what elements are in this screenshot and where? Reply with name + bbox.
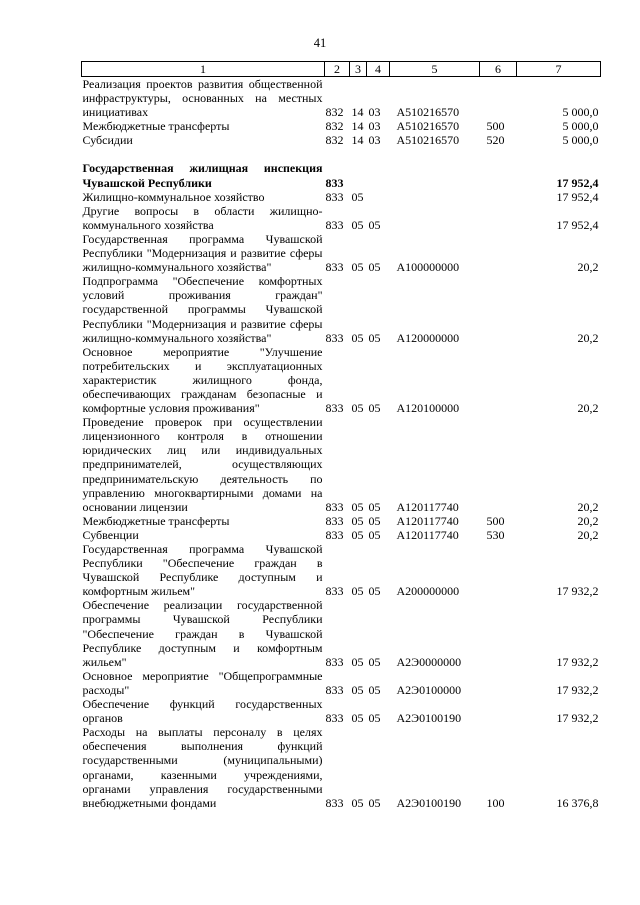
row-subsection: 03 bbox=[368, 105, 381, 120]
row-grbs: 833 bbox=[325, 527, 344, 542]
row-grbs: 833 bbox=[325, 795, 344, 810]
row-amount: 17 952,4 bbox=[556, 189, 599, 204]
row-target-article: А120117740 bbox=[396, 499, 459, 514]
row-target-article: А510216570 bbox=[396, 119, 460, 134]
table-row bbox=[82, 514, 601, 528]
row-amount: 5 000,0 bbox=[562, 119, 599, 134]
row-expense-type: 500 bbox=[486, 513, 505, 528]
row-name: Основное мероприятие "Улучшение потребительских и эксплуатационных характеристик жилищного фонда, обеспечивающих гражданам безопасные и комфортные условия проживания" bbox=[82, 344, 323, 416]
row-target-article bbox=[390, 161, 480, 189]
table-header-row bbox=[82, 62, 601, 77]
row-amount: 17 932,2 bbox=[556, 711, 599, 726]
table-row bbox=[82, 190, 601, 204]
row-name: Государственная программа Чувашской Республики "Обеспечение граждан в Чувашской Республике доступным и комфортным жильем" bbox=[82, 542, 323, 599]
row-section: 05 bbox=[351, 795, 364, 810]
row-name: Подпрограмма "Обеспечение комфортных условий проживания граждан" государственной программы Чувашской Республики "Модернизация и развитие сферы жилищно-коммунального хозяйства" bbox=[82, 274, 323, 345]
row-expense-type bbox=[480, 345, 517, 415]
row-grbs: 833 bbox=[325, 584, 344, 599]
row-grbs: 833 bbox=[325, 217, 344, 232]
row-amount: 17 932,2 bbox=[556, 584, 599, 599]
row-grbs: 833 bbox=[325, 175, 344, 190]
row-name: Жилищно-коммунальное хозяйство bbox=[82, 189, 265, 204]
table-row bbox=[82, 147, 601, 161]
row-subsection: 05 bbox=[368, 795, 381, 810]
row-target-article: А2Э0000000 bbox=[396, 654, 462, 669]
row-expense-type: 520 bbox=[486, 133, 505, 148]
table-row bbox=[82, 232, 601, 274]
row-target-article: А100000000 bbox=[396, 260, 460, 275]
row-grbs: 833 bbox=[325, 189, 344, 204]
table-row bbox=[82, 542, 601, 598]
row-name: Реализация проектов развития общественной инфраструктуры, основанных на местных инициативах bbox=[82, 77, 323, 120]
row-expense-type bbox=[480, 204, 517, 232]
row-section: 05 bbox=[351, 260, 364, 275]
row-amount: 20,2 bbox=[577, 499, 599, 514]
row-expense-type bbox=[480, 697, 517, 725]
row-grbs: 832 bbox=[325, 133, 344, 148]
row-subsection bbox=[367, 161, 390, 189]
table-row bbox=[82, 697, 601, 725]
row-subsection: 05 bbox=[368, 513, 381, 528]
table-row bbox=[82, 119, 601, 133]
row-name: Расходы на выплаты персоналу в целях обеспечения выполнения функций государственными (муниципальными) органами, казенными учреждениями, органами управления государственными внебюджетными фондами bbox=[82, 725, 323, 810]
row-name: Обеспечение реализации государственной программы Чувашской Республики "Обеспечение граждан в Чувашской Республике доступным и комфортным жильем" bbox=[82, 598, 323, 669]
row-target-article: А2Э0100190 bbox=[396, 711, 462, 726]
table-row bbox=[82, 598, 601, 668]
row-name: Основное мероприятие "Общепрограммные расходы" bbox=[82, 668, 323, 697]
row-spacer bbox=[82, 147, 601, 161]
row-name: Проведение проверок при осуществлении лицензионного контроля в отношении юридических лиц или индивидуальных предпринимателей, осуществляющих предпринимательскую деятельность по управлению многоквартирными домами на основании лицензии bbox=[82, 415, 323, 514]
table-body bbox=[82, 77, 601, 810]
row-grbs: 833 bbox=[325, 654, 344, 669]
row-section: 05 bbox=[351, 499, 364, 514]
table-row bbox=[82, 345, 601, 415]
row-subsection: 05 bbox=[368, 499, 381, 514]
row-target-article: А510216570 bbox=[396, 105, 460, 120]
row-subsection: 03 bbox=[368, 119, 381, 134]
table-row bbox=[82, 133, 601, 147]
table-row bbox=[82, 77, 601, 120]
row-name: Обеспечение функций государственных органов bbox=[82, 697, 323, 726]
row-name: Субсидии bbox=[82, 133, 133, 148]
row-expense-type bbox=[480, 274, 517, 344]
table-row bbox=[82, 415, 601, 514]
row-subsection bbox=[367, 190, 390, 204]
row-section: 14 bbox=[351, 105, 364, 120]
header-col-4: 4 bbox=[367, 62, 390, 77]
row-name: Государственная программа Чувашской Республики "Модернизация и развитие сферы жилищно-коммунального хозяйства" bbox=[82, 231, 323, 275]
row-subsection: 05 bbox=[368, 711, 381, 726]
row-section: 14 bbox=[351, 119, 364, 134]
row-target-article bbox=[390, 204, 480, 232]
header-col-5: 5 bbox=[390, 62, 480, 77]
row-subsection: 05 bbox=[368, 682, 381, 697]
row-grbs: 832 bbox=[325, 119, 344, 134]
table-row bbox=[82, 528, 601, 542]
row-section: 05 bbox=[351, 584, 364, 599]
table-row bbox=[82, 204, 601, 232]
row-amount: 20,2 bbox=[577, 330, 599, 345]
row-amount: 17 932,2 bbox=[556, 682, 599, 697]
row-section: 05 bbox=[351, 513, 364, 528]
row-amount: 20,2 bbox=[577, 401, 599, 416]
row-grbs: 833 bbox=[325, 682, 344, 697]
row-target-article: А120117740 bbox=[396, 513, 459, 528]
row-amount: 16 376,8 bbox=[556, 795, 599, 810]
row-grbs: 833 bbox=[325, 401, 344, 416]
row-expense-type bbox=[480, 669, 517, 697]
row-subsection: 05 bbox=[368, 260, 381, 275]
row-expense-type: 100 bbox=[486, 795, 505, 810]
budget-table bbox=[81, 61, 601, 810]
row-target-article: А200000000 bbox=[396, 584, 460, 599]
row-grbs: 833 bbox=[325, 260, 344, 275]
row-target-article: А2Э0100190 bbox=[396, 795, 462, 810]
row-grbs: 832 bbox=[325, 105, 344, 120]
row-target-article: А120000000 bbox=[396, 330, 460, 345]
row-section bbox=[350, 161, 367, 189]
row-subsection: 05 bbox=[368, 401, 381, 416]
row-section: 05 bbox=[351, 682, 364, 697]
row-target-article bbox=[390, 190, 480, 204]
row-section: 05 bbox=[351, 401, 364, 416]
row-expense-type bbox=[480, 415, 517, 514]
row-section: 05 bbox=[351, 527, 364, 542]
row-target-article: А120117740 bbox=[396, 527, 459, 542]
row-subsection: 05 bbox=[368, 217, 381, 232]
row-expense-type bbox=[480, 598, 517, 668]
row-subsection: 05 bbox=[368, 654, 381, 669]
row-amount: 17 952,4 bbox=[556, 217, 599, 232]
row-subsection: 05 bbox=[368, 330, 381, 345]
row-grbs: 833 bbox=[325, 711, 344, 726]
page-number: 41 bbox=[313, 36, 327, 50]
row-amount: 20,2 bbox=[577, 260, 599, 275]
row-section: 05 bbox=[351, 711, 364, 726]
row-section: 14 bbox=[351, 133, 364, 148]
table-row bbox=[82, 161, 601, 189]
row-amount: 20,2 bbox=[577, 513, 599, 528]
row-expense-type bbox=[480, 542, 517, 598]
row-section: 05 bbox=[351, 217, 364, 232]
header-col-7: 7 bbox=[517, 62, 601, 77]
row-name: Межбюджетные трансферты bbox=[82, 513, 230, 528]
header-col-2: 2 bbox=[325, 62, 350, 77]
row-target-article: А120100000 bbox=[396, 401, 460, 416]
row-grbs: 833 bbox=[325, 513, 344, 528]
row-section: 05 bbox=[351, 654, 364, 669]
header-col-6: 6 bbox=[480, 62, 517, 77]
row-target-article: А510216570 bbox=[396, 133, 460, 148]
row-target-article: А2Э0100000 bbox=[396, 682, 462, 697]
header-col-3: 3 bbox=[350, 62, 367, 77]
table-row bbox=[82, 274, 601, 344]
table-row bbox=[82, 669, 601, 697]
row-amount: 5 000,0 bbox=[562, 133, 599, 148]
row-name: Субвенции bbox=[82, 527, 139, 542]
row-subsection: 03 bbox=[368, 133, 381, 148]
row-expense-type bbox=[480, 232, 517, 274]
row-subsection: 05 bbox=[368, 584, 381, 599]
table-row bbox=[82, 725, 601, 810]
row-expense-type bbox=[480, 190, 517, 204]
row-expense-type bbox=[480, 161, 517, 189]
row-grbs: 833 bbox=[325, 499, 344, 514]
row-amount: 20,2 bbox=[577, 527, 599, 542]
row-grbs: 833 bbox=[325, 330, 344, 345]
row-name: Другие вопросы в области жилищно-коммунального хозяйства bbox=[82, 203, 323, 232]
row-subsection: 05 bbox=[368, 527, 381, 542]
row-expense-type: 530 bbox=[486, 527, 505, 542]
row-amount: 17 952,4 bbox=[556, 175, 599, 190]
row-name: Государственная жилищная инспекция Чувашской Республики bbox=[82, 161, 323, 190]
row-amount: 5 000,0 bbox=[562, 105, 599, 120]
row-name: Межбюджетные трансферты bbox=[82, 119, 230, 134]
row-section: 05 bbox=[351, 330, 364, 345]
row-expense-type bbox=[480, 77, 517, 120]
header-col-1: 1 bbox=[82, 62, 325, 77]
row-section: 05 bbox=[351, 189, 364, 204]
row-expense-type: 500 bbox=[486, 119, 505, 134]
row-amount: 17 932,2 bbox=[556, 654, 599, 669]
